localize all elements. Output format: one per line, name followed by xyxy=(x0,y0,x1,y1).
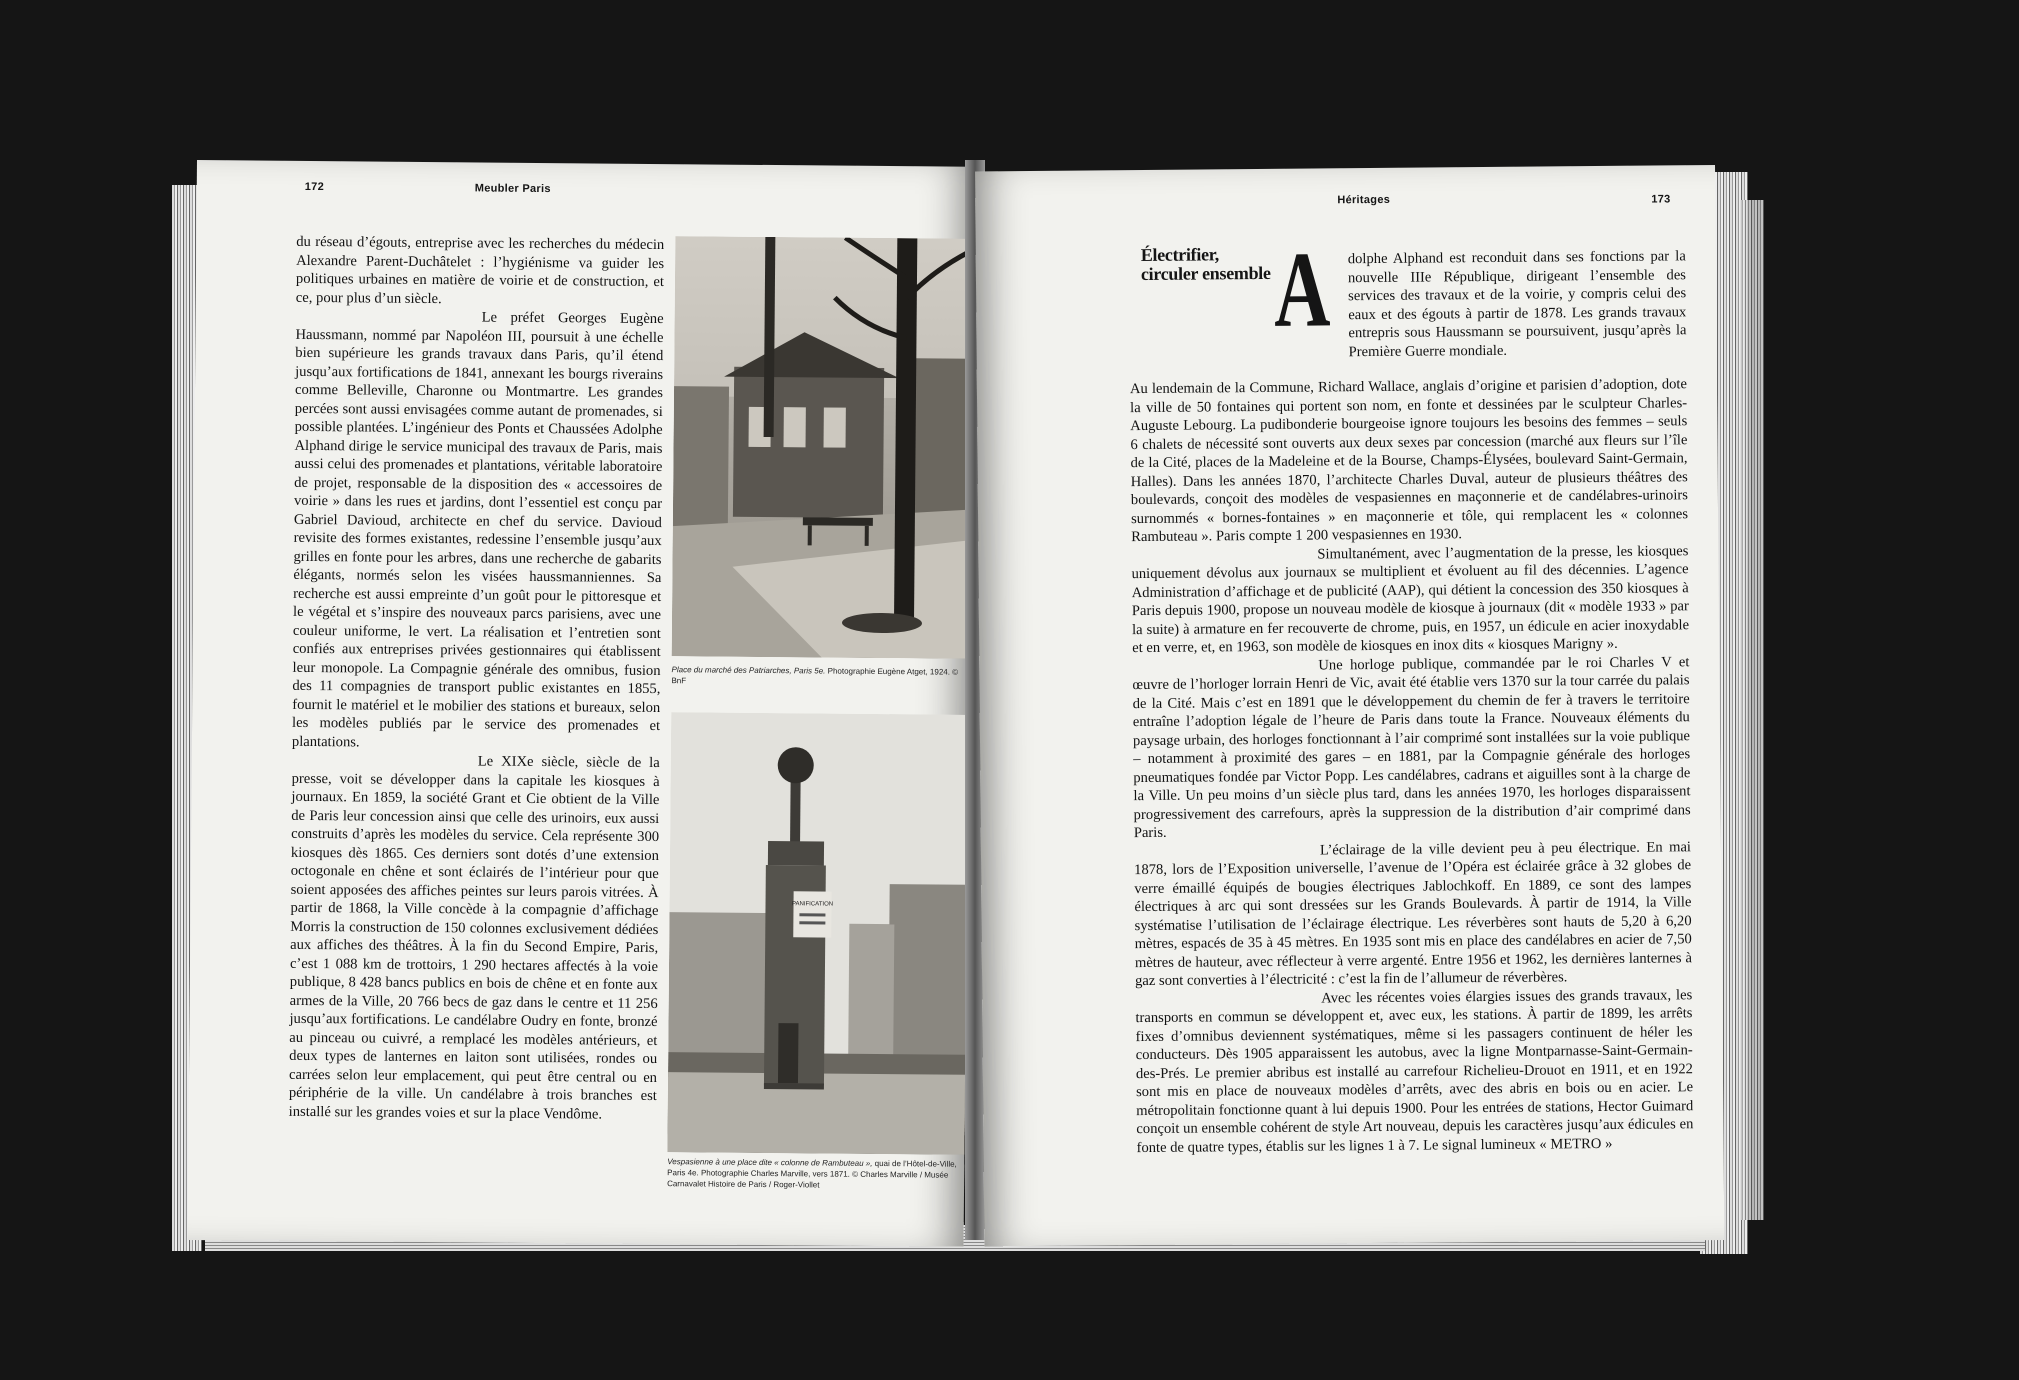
drop-cap: A xyxy=(1273,230,1331,350)
paragraph: du réseau d’égouts, entreprise avec les recherches du médecin Alexandre Parent-Duchâtelet : l’hygiénisme va guider les politiques urbaines en matière de voirie et de construction, et ce, pour plus d’un siècle. xyxy=(295,233,665,307)
right-page xyxy=(975,165,1724,1246)
caption-photo-1 xyxy=(671,664,971,689)
page-number-left: 172 xyxy=(304,180,325,194)
left-body-text xyxy=(289,233,665,1124)
caption-credit: Photographie Eugène Atget, 1924. © BnF xyxy=(671,666,959,686)
paragraph: Au lendemain de la Commune, Richard Wallace, anglais d’origine et parisien d’adoption, dote la ville de 50 fontaines qui portent son nom, en fonte et dessinées par le sculpteur Charles-Auguste Lebourg. La pudibonderie bourgeoise ignore toujours les besoins des femmes – seuls 6 chalets de nécessité sont ouverts aux deux sexes par concession (marché aux fleurs sur l’île de la Cité, places de la Madeleine et de la Bourse, Champs-Élysées, boulevard Saint-Germain, Halles). Dans les années 1870, l’architecte Charles Duval, auteur de plusieurs théâtres des boulevards, conçoit des modèles de vespasiennes en maçonnerie et de candélabres-urinoirs surnommés « bornes-fontaines » en maçonnerie et tôle, qui remplacent les « colonnes Rambuteau ». Paris compte 1 200 vespasiennes en 1930. xyxy=(1129,376,1689,546)
page-stack-right-edge xyxy=(1740,200,1764,1220)
photo-colonne-rambuteau xyxy=(667,712,973,1155)
running-head-left: Meubler Paris xyxy=(474,182,551,196)
paragraph: Avec les récentes voies élargies issues des grands travaux, les transports en commun se développent et, avec eux, les stations. À partir de 1899, les arrêts fixes d’omnibus deviennent systématiques, même si les passagers continuent de héler les conducteurs. Dès 1905 apparaissent les autobus, avec la ligne Montparnasse-Saint-Germain-des-Prés. Le premier abribus est installé au carrefour Richelieu-Drouot en 1911, et en 1922 sont mis en place de nouveaux modèles d’arrêts, avec des abris en bois ou en acier. Le métropolitain fonctionne quant à lui depuis 1900. Pour les entrées de stations, Hector Guimard conçoit un ensemble cohérent de style Art nouveau, depuis les caractères jusqu’aux édicules en fonte de quatre types, établis sur les lignes 1 à 7. Le signal lumineux « METRO » xyxy=(1135,986,1694,1156)
left-page xyxy=(188,160,973,1247)
photo-marche-patriarches xyxy=(672,236,973,659)
caption-italic: Vespasienne à une place dite « colonne de Rambuteau », xyxy=(667,1157,873,1168)
intro-text xyxy=(1348,247,1687,361)
paragraph: L’éclairage de la ville devient peu à peu électrique. En mai 1878, lors de l’Exposition universelle, l’avenue de l’Opéra est éclairée grâce à 32 globes de verre émaillé équipés de bougies électriques Jablochkoff. En 1889, ce sont des lampes électriques à arc qui sont dressées sur les Grands Boulevards. À partir de 1914, la Ville systématise l’utilisation de l’éclairage électrique. Les réverbères sont hauts de 5,20 à 6,20 mètres, espacés de 35 à 45 mètres. En 1935 sont mis en place des candélabres en acier de 7,50 mètres de hauteur, avec réflecteur à verre argenté. Entre 1956 et 1962, les dernières lanternes à gaz sont converties à l’électricité : c’est la fin de l’allumeur de réverbères. xyxy=(1134,838,1692,990)
caption-italic: Place du marché des Patriarches, Paris 5e. xyxy=(671,665,826,676)
caption-credit: quai de l’Hôtel-de-Ville, Paris 4e. Photographie Charles Marville, vers 1871. © Charles Marville / Musée Carnavalet Histoire de Paris / Roger-Viollet xyxy=(667,1158,957,1190)
paragraph: Simultanément, avec l’augmentation de la presse, les kiosques uniquement dévolus aux journaux se multiplient et évoluent au fil des décennies. L’agence Administration d’affichage et de publicité (AAP), qui détient la concession des 350 kiosques à Paris depuis 1900, propose un nouveau modèle de kiosque à journaux (dit « modèle 1933 » par la suite) à armature en fer recouverte de chrome, puis, en 1957, un édicule en acier inoxydable et en verre, et, en 1963, son modèle de kiosques en inox dits « kiosques Marigny ». xyxy=(1131,542,1690,657)
paragraph: dolphe Alphand est reconduit dans ses fonctions par la nouvelle IIIe République, dirigeant l’ensemble des services des travaux et de la voirie, y compris celui des eaux et des égouts à partir de 1878. Les grands travaux entrepris sous Haussmann se poursuivent, jusqu’après la Première Guerre mondiale. xyxy=(1347,248,1687,360)
right-body-text xyxy=(1130,375,1694,1157)
page-number-right: 173 xyxy=(1651,193,1671,206)
paragraph: Le préfet Georges Eugène Haussmann, nommé par Napoléon III, poursuit à une échelle bien supérieure les grands travaux dans Paris, qu’il étend jusqu’aux fortifications de 1841, annexant les bourgs riverains comme Belleville, Charonne ou Montmartre. Les grandes percées sont aussi envisagées comme autant de promenades, si possible plantées. L’ingénieur des Ponts et Chaussées Adolphe Alphand dirige le service municipal des travaux de Paris, mais aussi celui des promenades et plantations, véritable laboratoire de projet, responsable de la disposition des « accessoires de voirie » dans les rues et jardins, dont l’essentiel est conçu par Gabriel Davioud, architecte en chef du service. Davioud revisite des formes existantes, redessine l’ensemble jusqu’aux grilles en fonte pour les arbres, dans une recherche de gabarits élégants, normés selon les visées haussmanniennes. Sa recherche est aussi empreinte d’un goût pour le pittoresque et le végétal et s’inspire des nouveaux parcs parisiens, avec une couleur uniforme, le vert. La réalisation et l’entretien sont confiés aux entreprises privées gestionnaires qui établissent leur monopole. La Compagnie générale des omnibus, fusion des 11 compagnies de transport public existantes en 1855, fournit le matériel et le mobilier des stations et bureaux, selon les modèles publiés par le service des promenades et plantations. xyxy=(291,309,664,750)
caption-photo-2 xyxy=(667,1156,967,1192)
poster-text: PANIFICATION xyxy=(791,901,834,908)
running-head-right: Héritages xyxy=(1337,193,1391,207)
paragraph: Une horloge publique, commandée par le roi Charles V et œuvre de l’horloger lorrain Henri de Vic, avait été établie vers 1370 sur la tour carrée du palais de la Cité. Mais c’est en 1891 que le développement du chemin de fer à travers le territoire entraîne l’adoption légale de l’heure de Paris dans toute la France. Nouveaux éléments du paysage urbain, des horloges fonctionnant à l’air comprimé sont installées sur la voie publique – notamment à proximité des gares – en 1881, par la Compagnie générale des horloges pneumatiques fondée par Victor Popp. Les candélabres, cadrans et aiguilles sont à la charge de la Ville. Un peu moins d’un siècle plus tard, dans les années 1970, les horloges disparaissent progressivement des carrefours, après la suppression de la distribution d’air comprimé dans Paris. xyxy=(1132,653,1691,842)
section-title: Électrifier, circuler ensemble xyxy=(1140,244,1271,285)
paragraph: Le XIXe siècle, siècle de la presse, voit se développer dans la capitale les kiosques à journaux. En 1859, la société Grant et Cie obtient de la Ville de Paris leur concession ainsi que celle des urinoirs, eux aussi construits d’après les modèles du service. Cela représente 300 kiosques dès 1865. Ces derniers sont dotés d’une extension octogonale en chêne et sont éclairés de l’intérieur pour que soient apposées des affiches peintes sur leurs parois vitrées. À partir de 1868, la Ville concède à la compagnie d’affichage Morris la construction de 150 colonnes exclusivement dédiées aux affiches des théâtres. À la fin du Second Empire, Paris, c’est 1 088 km de trottoirs, 1 290 hectares affectés à la voie publique, 8 428 bancs publics en bois de chêne et en fonte aux armes de la Ville, 20 766 becs de gaz dans le centre et 11 256 jusqu’aux fortifications. Le candélabre Oudry en fonte, bronzé au pinceau ou cuivré, a remplacé les modèles antérieurs, et deux types de lanternes en laiton sont utilisées, rondes ou carrées selon leur emplacement, qui peut être central ou en périphérie de la ville. Un candélabre à trois branches est installé sur les grandes voies et sur la place Vendôme. xyxy=(288,753,660,1123)
